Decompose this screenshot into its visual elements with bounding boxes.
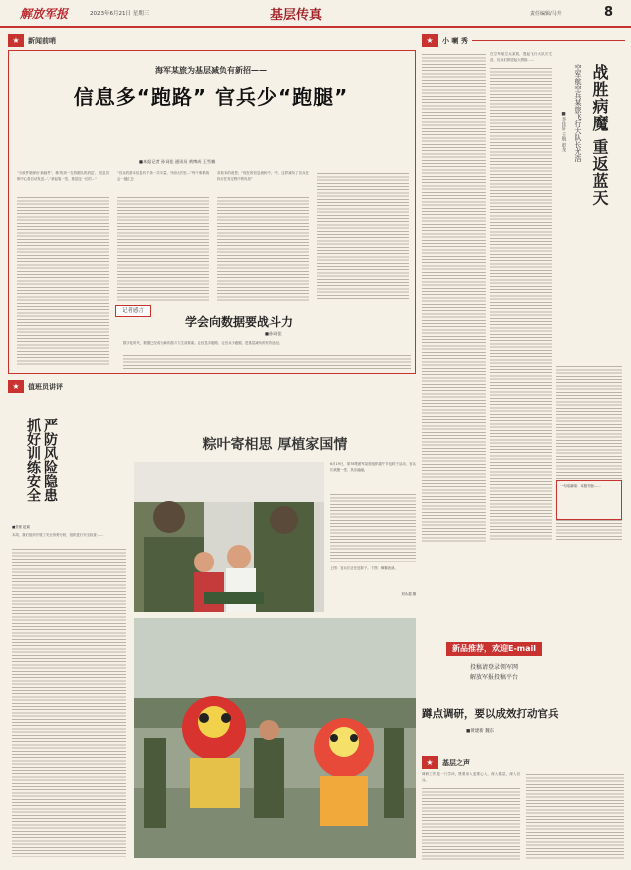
kicker: 海军某旅为基层减负有新招—— xyxy=(155,65,267,75)
grassroots-voice-header-bar xyxy=(422,756,625,769)
chiefs-talk-header-bar xyxy=(8,380,130,393)
paper-name: 解放军报 xyxy=(20,7,69,21)
reporter-header xyxy=(115,305,151,317)
chiefs-talk-section xyxy=(8,380,130,862)
byline: ■本报记者 孙词佳 通讯员 黄博成 王雪楠 xyxy=(139,159,216,164)
email-line-2: 解放军报投稿平台 xyxy=(470,674,519,681)
news-front-header-bar xyxy=(8,34,416,47)
reporter-header-label: 记者感言 xyxy=(122,308,145,314)
email-box xyxy=(422,640,625,690)
article-col-2: “官兵的基本信息有千条一共半量，外面大约在...”每个事系统会一键汇总 xyxy=(117,171,209,181)
editor-line: 责任编辑/马升 xyxy=(530,11,562,17)
zongzi-title: 粽叶寄相思 厚植家国情 xyxy=(202,437,348,453)
star-icon: ★ xyxy=(422,34,438,47)
xiaohui-col-1 xyxy=(422,52,486,542)
research-byline: ■黄建新 魏东 xyxy=(466,729,495,734)
article-col-1-text xyxy=(17,195,109,365)
article-col-3-text xyxy=(217,195,309,301)
photo-lion-dance xyxy=(134,618,416,858)
news-front-frame xyxy=(8,50,416,374)
masthead xyxy=(0,0,631,28)
chiefs-talk-snippet: 本周，我们组织开展了安全形势分析，组织进行安全检查…… xyxy=(12,533,104,537)
xiaohui-subtitle: 空军航空兵某旅飞行大队长尤浩 xyxy=(574,64,582,162)
xiaohui-note: 一句话新闻：本版刊登…… xyxy=(560,484,601,488)
headline: 信息多“跑路” 官兵少“跑腿” xyxy=(73,85,349,109)
article-col-4-text xyxy=(317,171,409,301)
star-icon: ★ xyxy=(8,34,24,47)
page-number: 8 xyxy=(604,5,614,20)
zongzi-credit: 刘永超 摄 xyxy=(401,592,416,596)
email-line-1: 投稿请登录领军网 xyxy=(470,664,519,671)
reporter-snippet: 数字化时代，数据已经成为新的战斗力生成要素。让信息多跑路、让官兵少跑腿，是基层减负的有效途径。 xyxy=(123,341,283,345)
xiaohui-section xyxy=(422,34,625,634)
chiefs-talk-header: 值班员讲评 xyxy=(28,382,63,391)
xiaohui-col-2 xyxy=(490,66,552,542)
xiaohui-snippet: 在空军航空兵某旅，提起飞行大队长尤浩，官兵们都竖起大拇指…… xyxy=(490,52,552,62)
grassroots-voice-snippet: 调研工作是一门学问，既要身入更要心入，深入基层、深入官兵。 xyxy=(422,772,520,782)
zongzi-section xyxy=(134,422,416,862)
research-section xyxy=(422,694,625,754)
reporter-title: 学会向数据要战斗力 xyxy=(185,315,294,329)
grassroots-voice-col-1 xyxy=(422,786,520,860)
photo-soldiers-kids xyxy=(134,462,324,612)
zongzi-caption-lines xyxy=(330,492,416,562)
article-col-1: “当收件箱弹出‘新邮件’，像‘收到一支持团队的消息’，信息员都中心将自动发送...',“拿起笔一签，基层连一位的...” xyxy=(17,171,109,181)
header-rule xyxy=(472,40,625,41)
research-title: 蹲点调研，要以成效打动官兵 xyxy=(422,708,559,720)
article-col-2-text xyxy=(117,195,209,301)
grassroots-voice-header: 基层之声 xyxy=(442,758,470,767)
chiefs-talk-title: 严防风险隐患 抓好训练安全 xyxy=(25,418,58,502)
star-icon: ★ xyxy=(422,756,438,769)
section-title: 基层传真 xyxy=(270,8,323,23)
reporter-column xyxy=(115,305,413,371)
article-col-3: 求取本的意思；“现在的信息流转中，中，这样减负了官兵在执行任务过程中的负担” xyxy=(217,171,309,181)
news-front-section xyxy=(8,34,416,374)
news-front-header: 新闻前哨 xyxy=(28,36,56,45)
xiaohui-header-bar xyxy=(422,34,625,47)
reporter-byline: ■孙词佳 xyxy=(265,331,282,336)
date-line: 2023年6月21日 星期三 xyxy=(90,11,150,17)
xiaohui-byline: ■李佳轩 王航 赵龙 xyxy=(561,112,566,152)
xiaohui-header: 小 喇 秀 xyxy=(442,36,468,45)
zongzi-photo-bottom xyxy=(134,618,416,858)
zongzi-caption-box xyxy=(330,462,416,612)
email-slogan: 新品推荐，欢迎E-mail xyxy=(446,642,542,656)
xiaohui-title: 战胜病魔 重返蓝天 xyxy=(590,64,609,207)
chiefs-talk-byline: ■张豪 赵斌 xyxy=(12,525,30,529)
chiefs-talk-text xyxy=(12,547,126,857)
zongzi-caption-1: 6月19日，第78集团军某旅组织端午节包粽子活动，官兵们欢聚一堂，其乐融融。 xyxy=(330,462,416,472)
reporter-text xyxy=(123,353,411,369)
grassroots-voice-col-2 xyxy=(526,772,624,860)
star-icon: ★ xyxy=(8,380,24,393)
zongzi-caption-2: 上图：官兵们正在包粽子。下图：舞狮表演。 xyxy=(330,566,398,570)
xiaohui-note-box xyxy=(556,480,622,520)
zongzi-photo-top xyxy=(134,462,324,612)
grassroots-voice-section xyxy=(422,756,625,862)
